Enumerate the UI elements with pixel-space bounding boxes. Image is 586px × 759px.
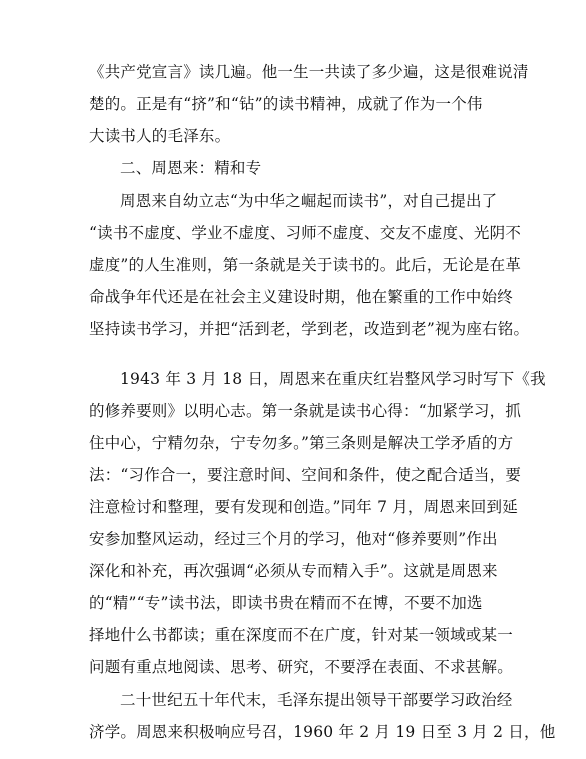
section-heading: 二、周恩来：精和专	[120, 159, 262, 177]
paragraph-1-line-3: 大读书人的毛泽东。	[89, 127, 231, 145]
paragraph-3-line-5: 注意检讨和整理，要有发现和创造。”同年 7 月，周恩来回到延	[89, 498, 518, 516]
paragraph-2-line-5: 坚持读书学习，并把“活到老，学到老，改造到老”视为座右铭。	[89, 320, 530, 338]
paragraph-3-line-3: 住中心，宁精勿杂，宁专勿多。”第三条则是解决工学矛盾的方	[89, 434, 514, 452]
paragraph-3-line-7: 深化和补充，再次强调“必须从专而精入手”。这就是周恩来	[89, 562, 498, 580]
paragraph-2-line-1: 周恩来自幼立志“为中华之崛起而读书”，对自己提出了	[120, 192, 498, 210]
paragraph-4-line-1: 二十世纪五十年代末，毛泽东提出领导干部要学习政治经	[120, 691, 513, 709]
paragraph-1-line-2: 楚的。正是有“挤”和“钻”的读书精神，成就了作为一个伟	[89, 95, 483, 113]
paragraph-3-line-6: 安参加整风运动，经过三个月的学习，他对“修养要则”作出	[89, 530, 498, 548]
paragraph-3-line-8: 的“精”“专”读书法，即读书贵在精而不在博，不要不加选	[89, 594, 483, 612]
paragraph-3-line-9: 择地什么书都读；重在深度而不在广度，针对某一领域或某一	[89, 626, 513, 644]
paragraph-1-line-1: 《共产党宣言》读几遍。他一生一共读了多少遍，这是很难说清	[89, 63, 529, 81]
paragraph-2-line-2: “读书不虚度、学业不虚度、习师不虚度、交友不虚度、光阴不	[89, 224, 522, 242]
paragraph-3-line-1: 1943 年 3 月 18 日，周恩来在重庆红岩整风学习时写下《我	[120, 370, 546, 388]
paragraph-4-line-2: 济学。周恩来积极响应号召，1960 年 2 月 19 日至 3 月 2 日，他	[89, 723, 556, 741]
paragraph-2-line-3: 虚度”的人生准则，第一条就是关于读书的。此后，无论是在革	[89, 256, 522, 274]
paragraph-3-line-10: 问题有重点地阅读、思考、研究，不要浮在表面、不求甚解。	[89, 658, 513, 676]
paragraph-2-line-4: 命战争年代还是在社会主义建设时期，他在繁重的工作中始终	[89, 288, 513, 306]
paragraph-3-line-4: 法：“习作合一，要注意时间、空间和条件，使之配合适当，要	[89, 466, 522, 484]
paragraph-3-line-2: 的修养要则》以明心志。第一条就是读书心得：“加紧学习，抓	[89, 402, 522, 420]
